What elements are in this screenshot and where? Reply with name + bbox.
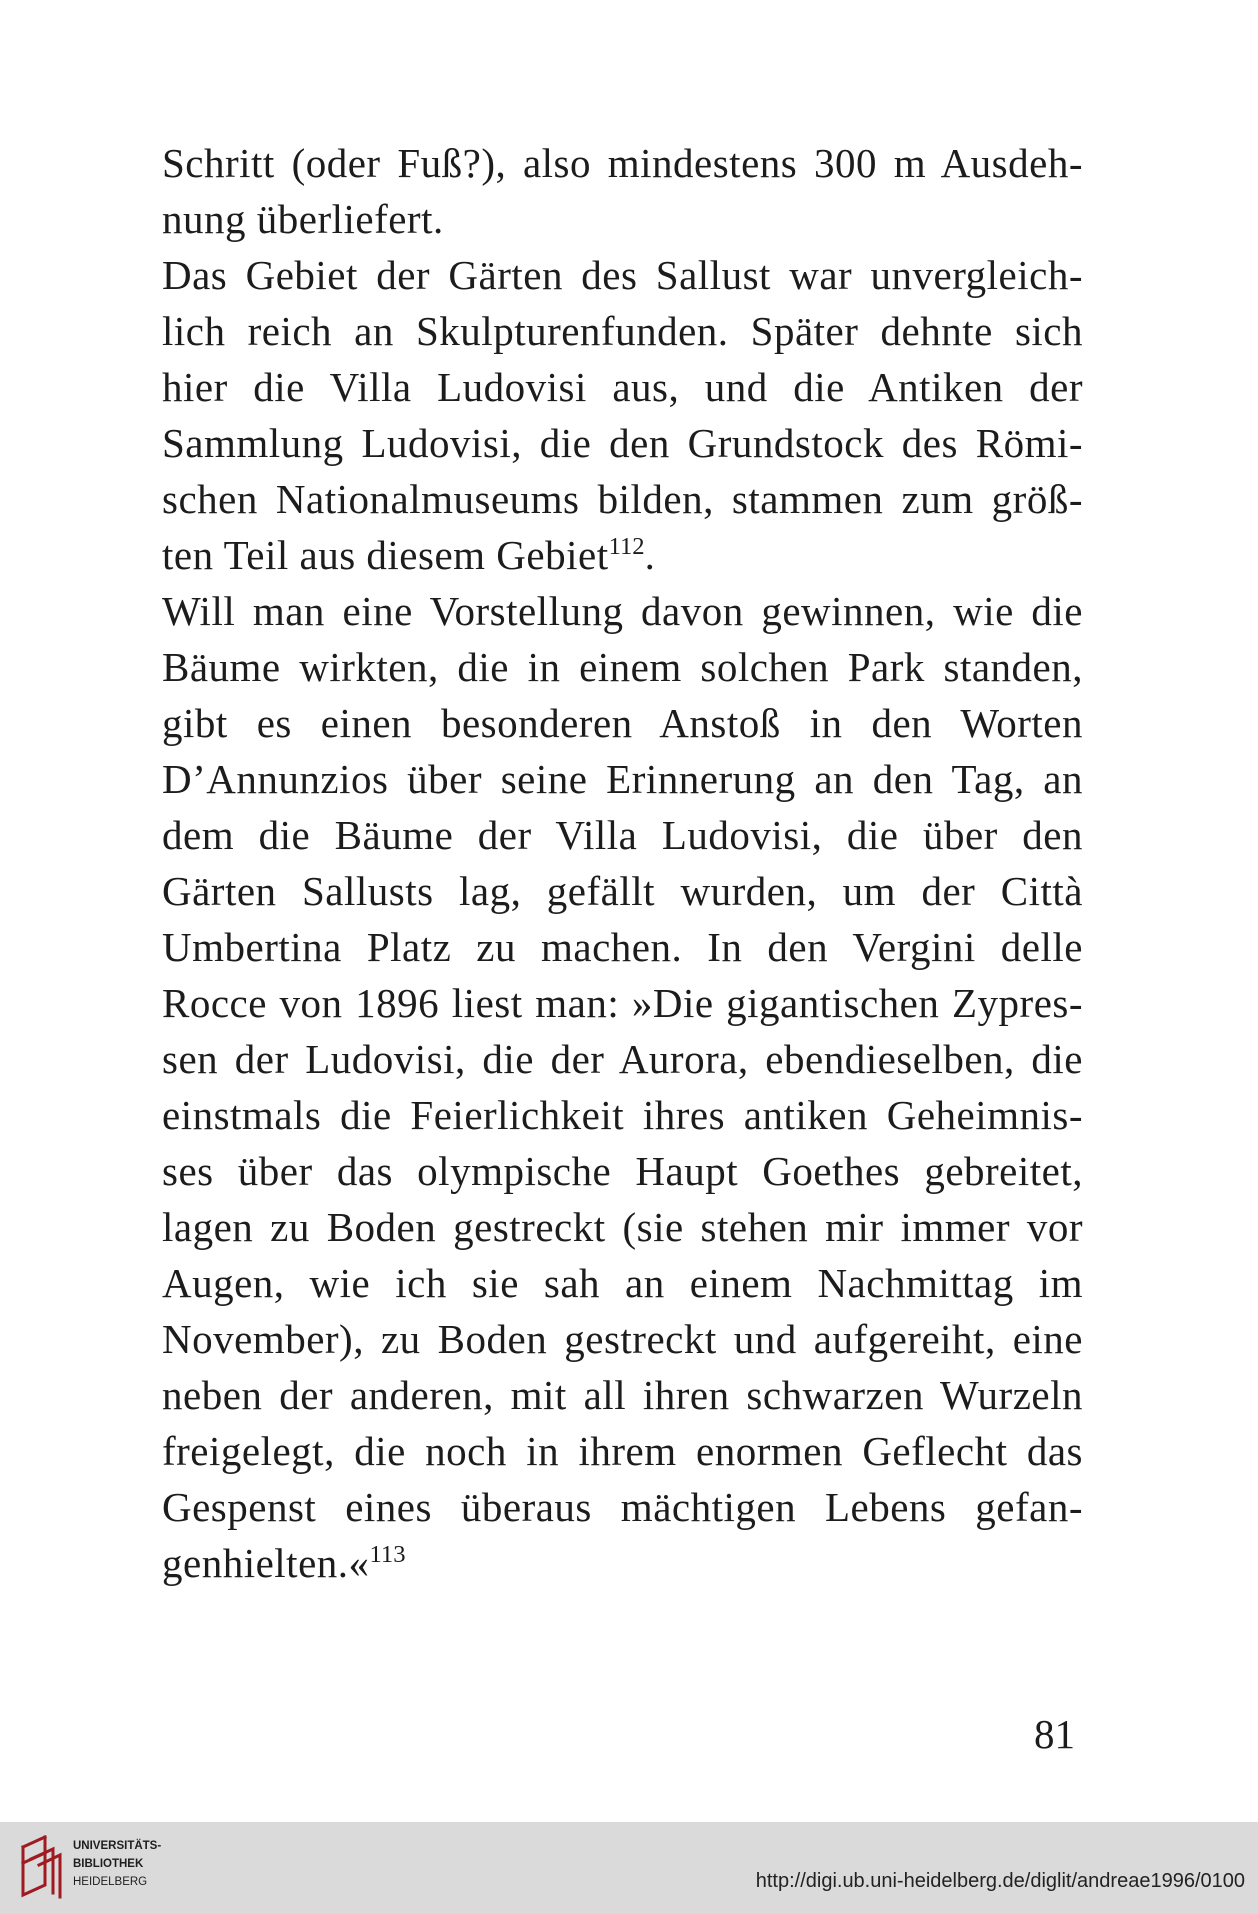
text-line: Sammlung Ludovisi, die den Grundstock des Römi-	[162, 420, 1083, 466]
text-line: dem die Bäume der Villa Ludovisi, die über den	[162, 812, 1083, 858]
page-number: 81	[1034, 1711, 1075, 1757]
paragraph	[162, 583, 1083, 1591]
line-text-after: .	[644, 532, 656, 578]
text-line: Gärten Sallusts lag, gefällt wurden, um der Città	[162, 868, 1083, 914]
text-line: hier die Villa Ludovisi aus, und die Antiken der	[162, 364, 1083, 410]
library-name	[73, 1837, 161, 1891]
footnote-ref: 112	[608, 532, 645, 560]
text-line: Gespenst eines überaus mächtigen Lebens gefan-	[162, 1484, 1083, 1530]
text-line: Das Gebiet der Gärten des Sallust war unvergleich-	[162, 252, 1083, 298]
text-line: November), zu Boden gestreckt und aufgereiht, eine	[162, 1316, 1083, 1362]
text-line: Bäume wirkten, die in einem solchen Park standen,	[162, 644, 1083, 690]
source-url: http://digi.ub.uni-heidelberg.de/diglit/andreae1996/0100	[755, 1870, 1245, 1892]
text-line: neben der anderen, mit all ihren schwarzen Wurzeln	[162, 1372, 1083, 1418]
text-line: Schritt (oder Fuß?), also mindestens 300 m Ausdeh-	[162, 140, 1083, 186]
text-line: freigelegt, die noch in ihrem enormen Geflecht das	[162, 1428, 1083, 1474]
text-line-last	[162, 527, 1083, 583]
text-line: lich reich an Skulpturenfunden. Später dehnte sich	[162, 308, 1083, 354]
text-line: schen Nationalmuseums bilden, stammen zum größ-	[162, 476, 1083, 522]
footnote-ref: 113	[369, 1540, 406, 1568]
text-line: Augen, wie ich sie sah an einem Nachmittag im	[162, 1260, 1083, 1306]
text-line-last	[162, 191, 1083, 247]
text-line: D’Annunzios über seine Erinnerung an den Tag, an	[162, 756, 1083, 802]
text-line: lagen zu Boden gestreckt (sie stehen mir immer vor	[162, 1204, 1083, 1250]
text-line: einstmals die Feierlichkeit ihres antiken Geheimnis-	[162, 1092, 1083, 1138]
footer-bar	[0, 1822, 1258, 1914]
line-text: ten Teil aus diesem Gebiet	[162, 532, 609, 578]
library-name-line: UNIVERSITÄTS-	[73, 1840, 162, 1852]
book-page-body	[162, 135, 1083, 1591]
text-line: gibt es einen besonderen Anstoß in den Worten	[162, 700, 1083, 746]
library-name-line: BIBLIOTHEK	[73, 1858, 144, 1870]
paragraph	[162, 135, 1083, 247]
text-line: Rocce von 1896 liest man: »Die gigantischen Zypres-	[162, 980, 1083, 1026]
text-line: sen der Ludovisi, die der Aurora, ebendieselben, die	[162, 1036, 1083, 1082]
ub-heidelberg-logo-icon	[16, 1833, 64, 1899]
text-line: Umbertina Platz zu machen. In den Vergini delle	[162, 924, 1083, 970]
line-text: nung überliefert.	[162, 196, 444, 242]
line-text: genhielten.«	[162, 1540, 370, 1586]
text-line-last	[162, 1535, 1083, 1591]
paragraph	[162, 247, 1083, 583]
text-line: Will man eine Vorstellung davon gewinnen, wie die	[162, 588, 1083, 634]
library-name-line: HEIDELBERG	[73, 1876, 148, 1888]
text-line: ses über das olympische Haupt Goethes gebreitet,	[162, 1148, 1083, 1194]
